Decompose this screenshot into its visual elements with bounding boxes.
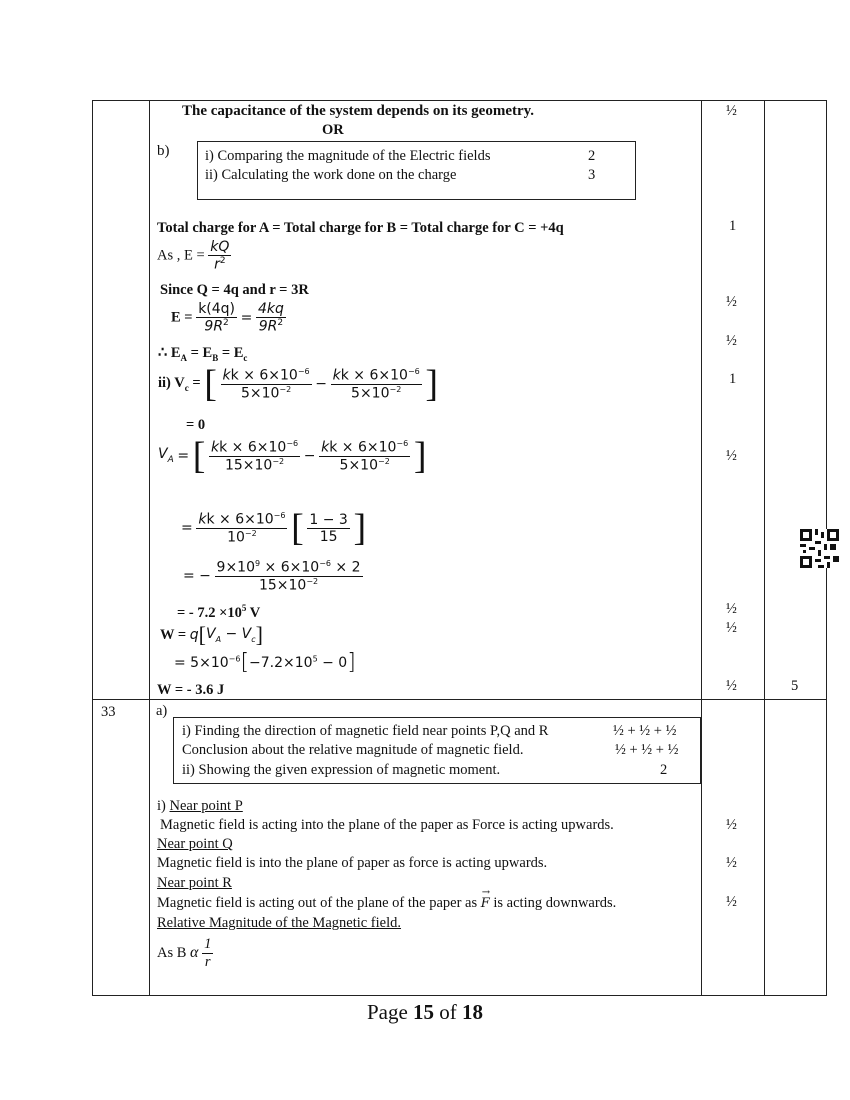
scheme-a-line3: ii) Showing the given expression of magnetic moment.: [182, 762, 501, 778]
mark-half: ½: [726, 601, 737, 617]
equal-fields: ∴ $E_A = E_B = E_c$: [158, 345, 248, 363]
part-b-label: b): [157, 143, 170, 159]
work-result: W = - 3.6 J: [157, 682, 225, 698]
qr-code-icon: [800, 529, 839, 568]
relative-magnitude-heading: Relative Magnitude of the Magnetic field.: [157, 915, 402, 931]
total-marks-32: 5: [791, 678, 799, 694]
near-point-p: i) Near point P: [157, 798, 243, 814]
mark-half: ½: [726, 855, 737, 871]
table-top-border: [92, 100, 827, 101]
scheme-a-line2: Conclusion about the relative magnitude of magnetic field.: [182, 742, 524, 758]
mark-half: ½: [726, 894, 737, 910]
b-proportional: As B α $\frac{1}{r}$: [157, 936, 212, 970]
capacitance-statement: The capacitance of the system depends on its geometry.: [182, 103, 535, 119]
mark-half: ½: [726, 448, 737, 464]
va-step1: = $\frac{kk \times 6\times 10^{-6}}{10^{-2}}$ [ $\frac{1 - 3}{15}$ ]: [181, 507, 367, 549]
scheme-b-line1: i) Comparing the magnitude of the Electric fields: [205, 148, 491, 164]
near-point-r-text: Magnetic field is acting out of the plane of the paper as → F is acting downwards.: [157, 887, 617, 911]
scheme-b-line2: ii) Calculating the work done on the charge: [205, 167, 457, 183]
va-step2: = − $\frac{9\times 10^9 \times 6\times 10^{-6} \times 2}{15\times 10^{-2}}$: [183, 559, 361, 594]
question-number-33: 33: [101, 704, 116, 720]
scheme-a-mark2: ½ + ½ + ½: [615, 742, 679, 758]
field-formula: As , E = $\frac{kQ}{r^2}$: [157, 239, 230, 273]
field-substitution: E = $\frac{k(4q)}{9R^2}$ = $\frac{4kq}{9R^2}$: [171, 301, 284, 335]
or-label: OR: [322, 122, 344, 138]
mark-half: ½: [726, 333, 737, 349]
page-number: Page 15 of 18: [366, 1000, 484, 1024]
vc-expression: ii) $V_c$ = [ $\frac{kk \times 6\times 10^{-6}}{5\times 10^{-2}}$ − $\frac{kk \times 6\times 10^{-6}}{5\times 10^{-2}}$ ]: [158, 363, 439, 405]
scheme-a-mark3: 2: [660, 762, 668, 778]
table-row-divider: [92, 699, 827, 700]
mark-half: ½: [726, 620, 737, 636]
mark-one: 1: [729, 371, 737, 387]
mark-half: ½: [726, 103, 737, 119]
near-point-p-text: Magnetic field is acting into the plane of the paper as Force is acting upwards.: [160, 817, 614, 833]
fraction-kq-r2: $\frac{kQ}{r^2}$: [210, 239, 230, 273]
mark-one: 1: [729, 218, 737, 234]
mark-half: ½: [726, 817, 737, 833]
va-expression: $V_A$ = [ $\frac{kk \times 6\times 10^{-6}}{15\times 10^{-2}}$ − $\frac{kk \times 6\times 10^{-6}}{5\times 10^{-2}}$ ]: [158, 435, 427, 477]
since-line: Since Q = 4q and r = 3R: [160, 282, 309, 298]
near-point-q-text: Magnetic field is into the plane of paper as force is acting upwards.: [157, 855, 548, 871]
table-col-line-2: [149, 100, 150, 996]
table-col-line-4: [764, 100, 765, 996]
mark-half: ½: [726, 678, 737, 694]
part-a-label: a): [156, 703, 168, 719]
work-substitution: = $5\times 10^{-6}[-7.2\times 10^5 - 0]$: [174, 650, 356, 675]
work-formula: $W = q[V_A - V_c]$: [160, 622, 263, 647]
scheme-a-line1: i) Finding the direction of magnetic field near points P,Q and R: [182, 723, 549, 739]
table-col-line-1: [92, 100, 93, 996]
table-col-line-3: [701, 100, 702, 996]
scheme-a-mark1: ½ + ½ + ½: [613, 723, 677, 739]
table-bottom-border: [92, 995, 827, 996]
va-result: = - $7.2 \times 10^5$ V: [177, 603, 261, 621]
scheme-b-mark2: 3: [588, 167, 596, 183]
near-point-q: Near point Q: [157, 836, 233, 852]
scheme-b-mark1: 2: [588, 148, 596, 164]
total-charge-line: Total charge for A = Total charge for B = Total charge for C = +4q: [157, 220, 564, 236]
mark-half: ½: [726, 294, 737, 310]
vc-zero: = 0: [186, 417, 206, 433]
near-point-r: Near point R: [157, 875, 232, 891]
